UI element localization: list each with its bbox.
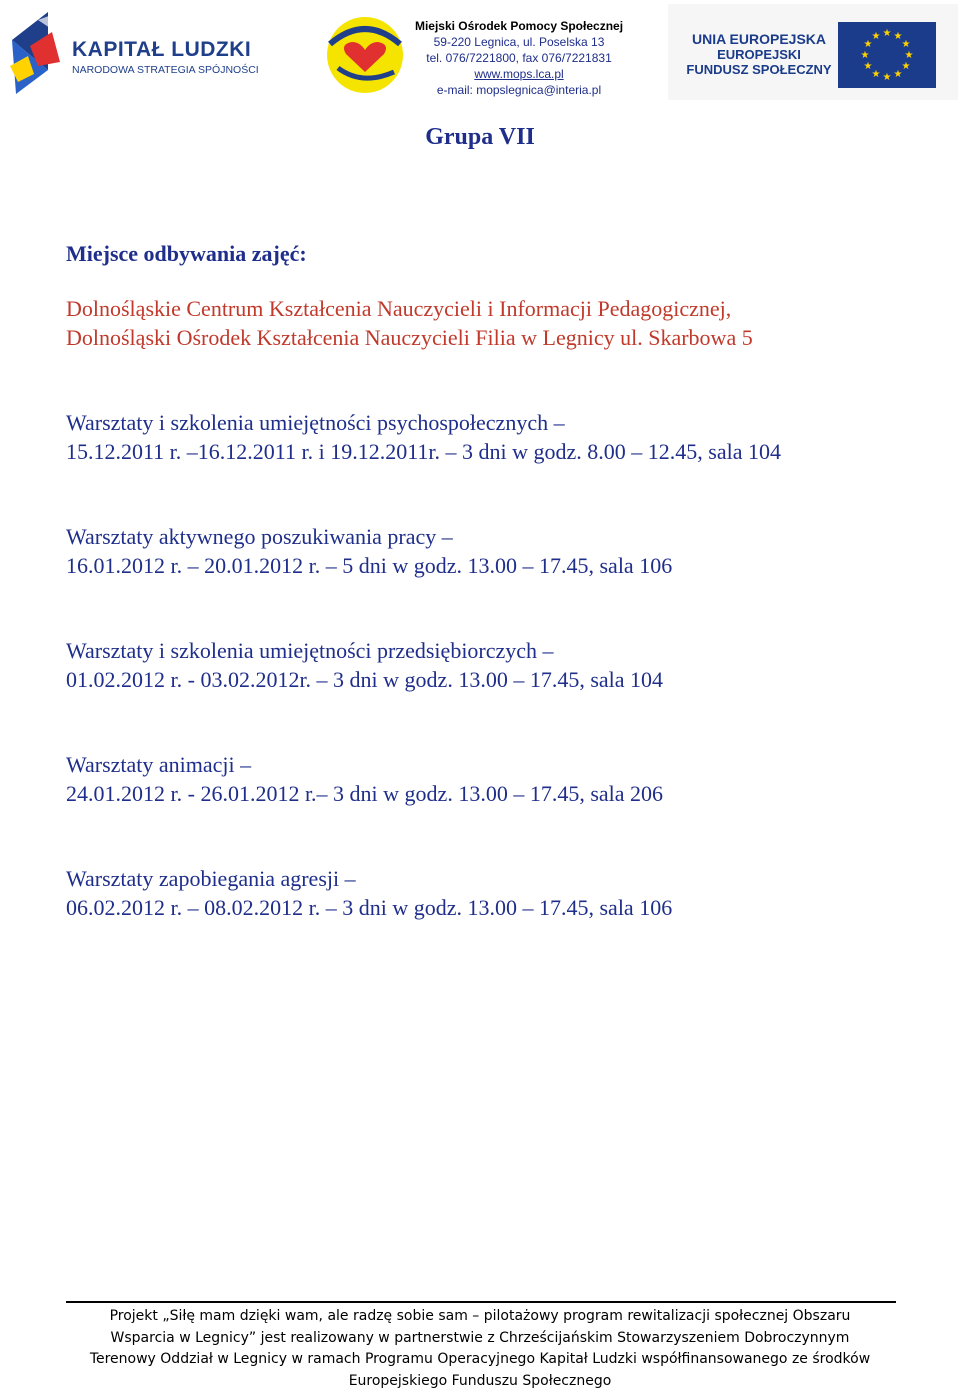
- workshop-dates: 06.02.2012 r. – 08.02.2012 r. – 3 dni w godz. 13.00 – 17.45, sala 106: [66, 895, 672, 921]
- footer-line: Terenowy Oddział w Legnicy w ramach Programu Operacyjnego Kapitał Ludzki współfinansowanego ze środków: [40, 1349, 920, 1371]
- eu-logo-text: [686, 32, 832, 77]
- eu-flag-icon: [838, 22, 936, 88]
- eu-line2: EUROPEJSKI: [686, 47, 832, 62]
- mops-name: Miejski Ośrodek Pomocy Społecznej: [414, 18, 624, 34]
- svg-text:★: ★: [861, 50, 870, 61]
- svg-text:★: ★: [902, 61, 911, 72]
- svg-text:★: ★: [872, 31, 881, 42]
- mops-email[interactable]: e-mail: mopslegnica@interia.pl: [414, 82, 624, 98]
- svg-text:★: ★: [894, 31, 903, 42]
- svg-text:★: ★: [864, 39, 873, 50]
- workshop-title: Warsztaty aktywnego poszukiwania pracy –: [66, 524, 453, 550]
- svg-text:★: ★: [872, 69, 881, 80]
- kapital-ludzki-emblem-icon: [8, 10, 70, 96]
- workshop-dates: 16.01.2012 r. – 20.01.2012 r. – 5 dni w godz. 13.00 – 17.45, sala 106: [66, 553, 672, 579]
- svg-text:★: ★: [864, 61, 873, 72]
- mops-logo: [322, 16, 408, 94]
- svg-text:★: ★: [883, 28, 892, 39]
- workshop-title: Warsztaty zapobiegania agresji –: [66, 866, 356, 892]
- svg-text:★: ★: [894, 69, 903, 80]
- mops-phone: tel. 076/7221800, fax 076/7221831: [414, 50, 624, 66]
- footer-text: [40, 1306, 920, 1392]
- footer-line: Projekt „Siłę mam dzięki wam, ale radzę sobie sam – pilotażowy program rewitalizacji społecznej Obszaru: [40, 1306, 920, 1328]
- kapital-ludzki-subtitle: NARODOWA STRATEGIA SPÓJNOŚCI: [72, 64, 259, 76]
- mops-contact: [414, 18, 624, 98]
- heart-hands-icon: [322, 16, 408, 94]
- mops-website-link[interactable]: www.mops.lca.pl: [414, 66, 624, 82]
- place-line: Dolnośląskie Centrum Kształcenia Nauczycieli i Informacji Pedagogicznej,: [66, 296, 731, 322]
- workshop-title: Warsztaty animacji –: [66, 752, 251, 778]
- svg-text:★: ★: [905, 50, 914, 61]
- svg-text:★: ★: [902, 39, 911, 50]
- footer-line: Europejskiego Funduszu Społecznego: [40, 1371, 920, 1392]
- place-line: Dolnośląski Ośrodek Kształcenia Nauczycieli Filia w Legnicy ul. Skarbowa 5: [66, 325, 753, 351]
- place-label: Miejsce odbywania zajęć:: [66, 241, 307, 267]
- workshop-title: Warsztaty i szkolenia umiejętności psychospołecznych –: [66, 410, 565, 436]
- workshop-dates: 01.02.2012 r. - 03.02.2012r. – 3 dni w godz. 13.00 – 17.45, sala 104: [66, 667, 663, 693]
- eu-line3: FUNDUSZ SPOŁECZNY: [686, 62, 832, 77]
- svg-text:★: ★: [883, 72, 892, 83]
- kapital-ludzki-title: KAPITAŁ LUDZKI: [72, 38, 251, 62]
- page-title: Grupa VII: [0, 124, 960, 151]
- workshop-title: Warsztaty i szkolenia umiejętności przedsiębiorczych –: [66, 638, 554, 664]
- footer-line: Wsparcia w Legnicy” jest realizowany w partnerstwie z Chrześcijańskim Stowarzyszeniem Dobroczynnym: [40, 1328, 920, 1350]
- eu-line1: UNIA EUROPEJSKA: [686, 32, 832, 47]
- footer-divider: [66, 1301, 896, 1303]
- workshop-dates: 15.12.2011 r. –16.12.2011 r. i 19.12.2011r. – 3 dni w godz. 8.00 – 12.45, sala 104: [66, 439, 781, 465]
- mops-address: 59-220 Legnica, ul. Poselska 13: [414, 34, 624, 50]
- workshop-dates: 24.01.2012 r. - 26.01.2012 r.– 3 dni w godz. 13.00 – 17.45, sala 206: [66, 781, 663, 807]
